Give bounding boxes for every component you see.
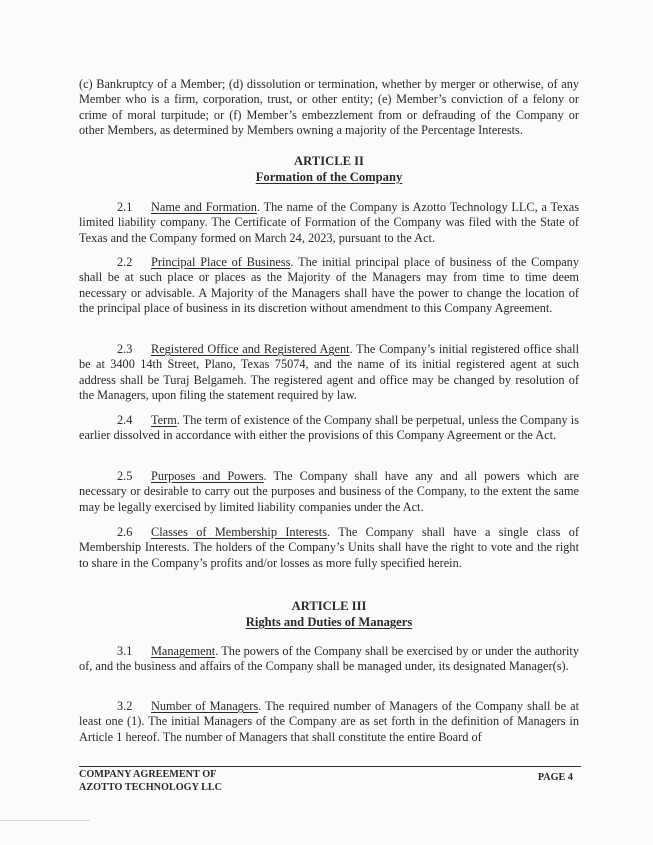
section-number: 2.4	[117, 413, 133, 427]
article-3-subtitle: Rights and Duties of Managers	[245, 615, 413, 629]
section-body: . The powers of the Company shall be exercised by or under the authority of, and the business and affairs of the Company shall be managed under, its designated Manager(s).	[79, 644, 579, 674]
section-number: 3.2	[117, 699, 133, 713]
section-heading: Principal Place of Business	[151, 255, 291, 269]
continued-paragraph: (c) Bankruptcy of a Member; (d) dissolution or termination, whether by merger or otherwise, of any Member who is a firm, corporation, trust, or other entity; (e) Member’s conviction of a felony or crime of moral turpitude; or (f) Member’s embezzlement from or defrauding of the Company or other Members, as determined by Members owning a majority of the Percentage Interests.	[79, 77, 579, 137]
section-3-1	[79, 644, 579, 675]
section-2-1	[79, 200, 579, 246]
footer-document-title	[79, 768, 222, 794]
article-3-heading	[79, 598, 579, 630]
article-2-heading	[79, 153, 579, 185]
section-number: 2.6	[117, 525, 133, 539]
section-body: . The term of existence of the Company shall be perpetual, unless the Company is earlier dissolved in accordance with either the provisions of this Company Agreement or the Act.	[79, 413, 579, 443]
section-2-6	[79, 525, 579, 571]
article-3-title: ARTICLE III	[291, 599, 367, 613]
section-number: 2.1	[117, 200, 133, 214]
section-body: . The name of the Company is Azotto Technology LLC, a Texas limited liability company. The Certificate of Formation of the Company was filed with the State of Texas and the Company formed on March 24, 2023, pursuant to the Act.	[79, 200, 579, 245]
section-body: . The required number of Managers of the Company shall be at least one (1). The initial Managers of the Company are as set forth in the definition of Managers in Article 1 hereof. The number of Managers that shall constitute the entire Board of	[79, 699, 579, 744]
section-number: 2.3	[117, 342, 133, 356]
section-heading: Registered Office and Registered Agent	[151, 342, 350, 356]
section-heading: Purposes and Powers	[151, 469, 264, 483]
section-2-2	[79, 255, 579, 316]
section-heading: Name and Formation	[151, 200, 257, 214]
section-2-5	[79, 469, 579, 515]
footer-line-1: COMPANY AGREEMENT OF	[79, 769, 217, 780]
section-heading: Term	[151, 413, 177, 427]
section-number: 2.5	[117, 469, 133, 483]
section-heading: Number of Managers	[151, 699, 259, 713]
section-2-4	[79, 413, 579, 444]
section-heading: Management	[151, 644, 216, 658]
scan-artifact-line	[0, 820, 90, 821]
page-number: PAGE 4	[537, 772, 573, 783]
section-body: . The Company’s initial registered office shall be at 3400 14th Street, Plano, Texas 75074, and the name of its initial registered agent at such address shall be Turaj Belgameh. The registered agent and office may be changed by resolution of the Managers, upon filing the statement required by law.	[79, 342, 580, 402]
footer-line-2: AZOTTO TECHNOLOGY LLC	[79, 782, 223, 793]
section-heading: Classes of Membership Interests	[151, 525, 327, 539]
article-2-title: ARTICLE II	[294, 154, 364, 168]
section-number: 2.2	[117, 255, 133, 269]
section-3-2	[79, 699, 579, 745]
section-body: . The initial principal place of business of the Company shall be at such place or places as the Majority of the Managers may from time to time deem necessary or advisable. A Majority of the Managers shall have the power to change the location of the principal place of business in its discretion without amendment to this Company Agreement.	[79, 255, 579, 315]
section-number: 3.1	[117, 644, 133, 658]
article-2-subtitle: Formation of the Company	[255, 170, 403, 184]
section-body: . The Company shall have any and all powers which are necessary or desirable to carry out the purposes and business of the Company, to the extent the same may be legally exercised by limited liability companies under the Act.	[79, 469, 579, 514]
section-2-3	[79, 342, 579, 403]
section-body: . The Company shall have a single class of Membership Interests. The holders of the Company’s Units shall have the right to vote and the right to share in the Company’s profits and/or losses as more fully specified herein.	[79, 525, 579, 570]
footer-divider	[79, 766, 581, 767]
